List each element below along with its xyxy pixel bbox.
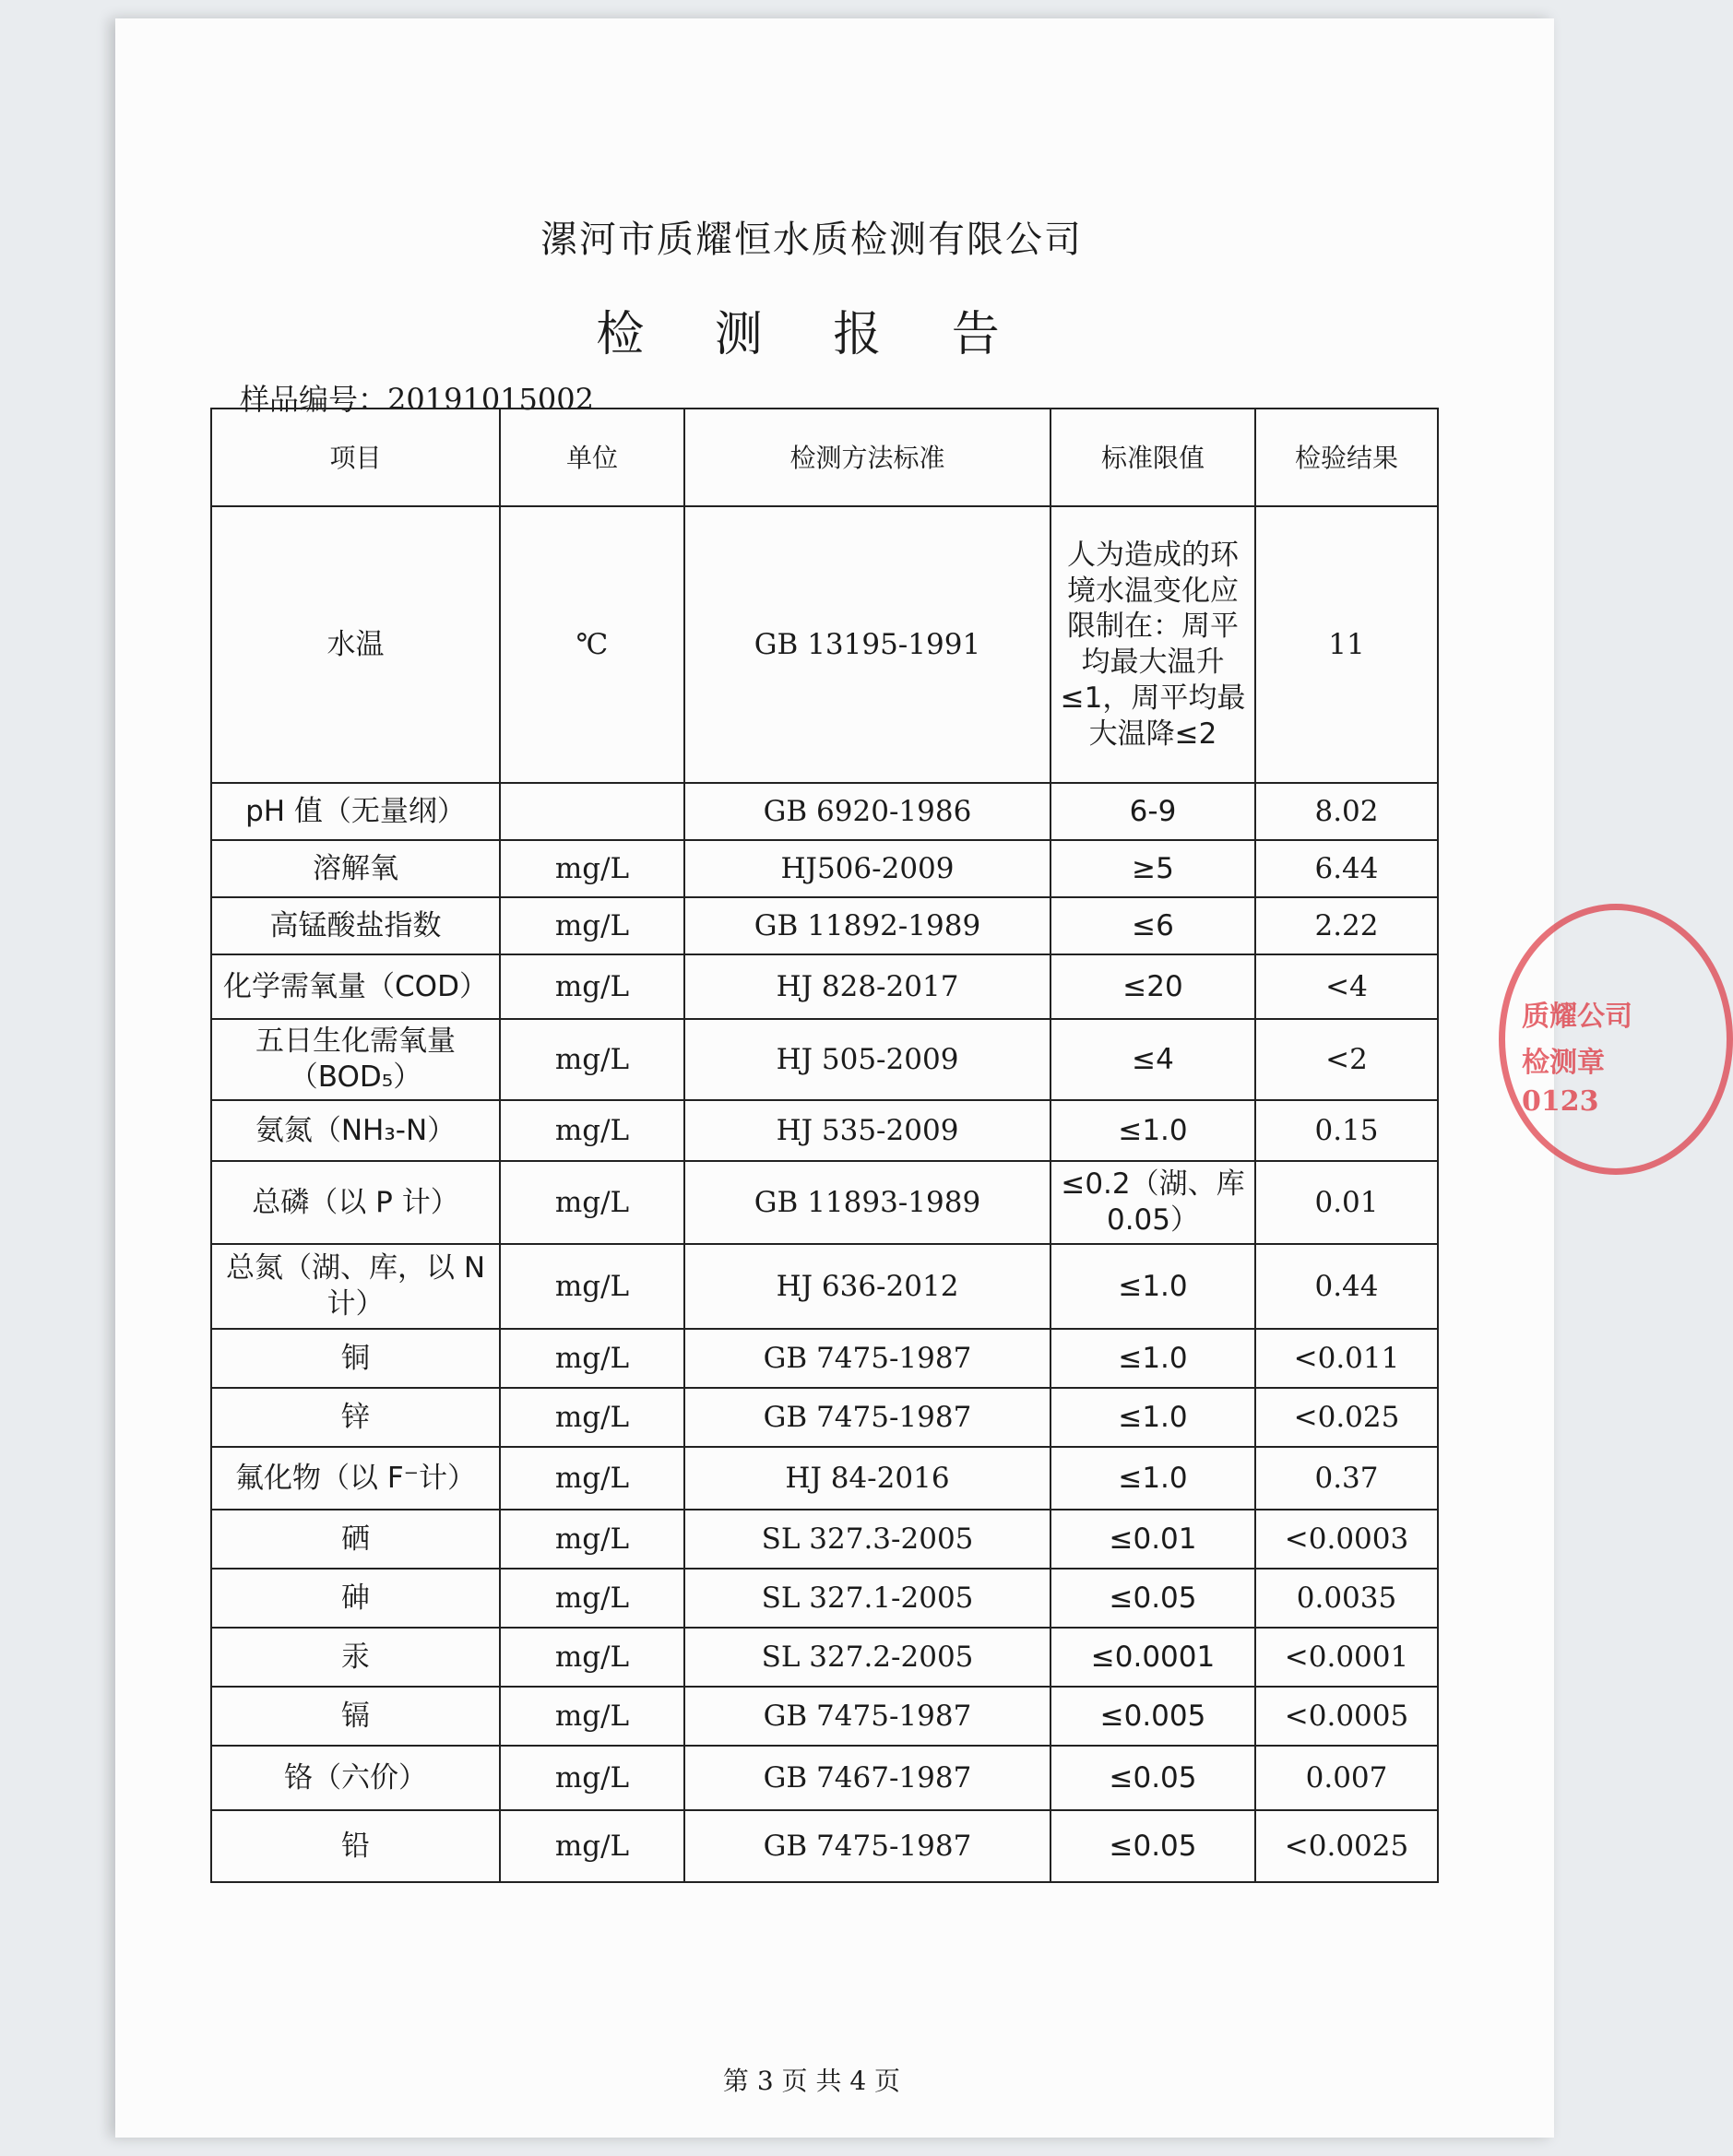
cell-item: 五日生化需氧量（BOD₅） — [211, 1019, 500, 1100]
cell-result: 6.44 — [1255, 840, 1438, 897]
cell-result: 0.37 — [1255, 1447, 1438, 1510]
cell-item: 砷 — [211, 1569, 500, 1628]
table-row — [211, 1161, 1438, 1244]
cell-limit: ≤1.0 — [1050, 1100, 1255, 1161]
report-title: 检 测 报 告 — [596, 307, 1027, 362]
cell-result: 0.007 — [1255, 1746, 1438, 1810]
cell-limit: 6-9 — [1050, 783, 1255, 840]
cell-method: HJ 535-2009 — [684, 1100, 1050, 1161]
cell-item: 铅 — [211, 1810, 500, 1882]
table-row — [211, 1687, 1438, 1746]
cell-method: GB 11893-1989 — [684, 1161, 1050, 1244]
table-row — [211, 506, 1438, 783]
cell-result: 0.0035 — [1255, 1569, 1438, 1628]
table-header-row — [211, 409, 1438, 506]
cell-result: <0.0001 — [1255, 1628, 1438, 1687]
cell-method: HJ 84-2016 — [684, 1447, 1050, 1510]
cell-item: 氟化物（以 F⁻计） — [211, 1447, 500, 1510]
cell-unit: mg/L — [500, 1244, 684, 1329]
cell-limit: ≤4 — [1050, 1019, 1255, 1100]
cell-limit: ≤1.0 — [1050, 1447, 1255, 1510]
cell-method: GB 7475-1987 — [684, 1810, 1050, 1882]
cell-unit: mg/L — [500, 1628, 684, 1687]
cell-limit: ≤1.0 — [1050, 1244, 1255, 1329]
cell-limit: ≤0.05 — [1050, 1746, 1255, 1810]
table-row — [211, 897, 1438, 954]
col-header-method: 检测方法标准 — [684, 409, 1050, 506]
table-row — [211, 840, 1438, 897]
cell-method: GB 7475-1987 — [684, 1388, 1050, 1447]
cell-method: SL 327.1-2005 — [684, 1569, 1050, 1628]
cell-method: GB 7475-1987 — [684, 1687, 1050, 1746]
cell-item: 水温 — [211, 506, 500, 783]
cell-item: 溶解氧 — [211, 840, 500, 897]
cell-method: GB 13195-1991 — [684, 506, 1050, 783]
table-row — [211, 1447, 1438, 1510]
cell-limit: ≤0.05 — [1050, 1569, 1255, 1628]
cell-item: 锌 — [211, 1388, 500, 1447]
cell-item: 氨氮（NH₃-N） — [211, 1100, 500, 1161]
cell-unit: mg/L — [500, 1810, 684, 1882]
cell-limit: ≤0.005 — [1050, 1687, 1255, 1746]
cell-result: <0.025 — [1255, 1388, 1438, 1447]
cell-unit: mg/L — [500, 1388, 684, 1447]
cell-item: 总氮（湖、库，以 N 计） — [211, 1244, 500, 1329]
col-header-unit: 单位 — [500, 409, 684, 506]
cell-item: 铬（六价） — [211, 1746, 500, 1810]
sample-number-value: 20191015002 — [387, 382, 594, 417]
table-row — [211, 1510, 1438, 1569]
company-name: 漯河市质耀恒水质检测有限公司 — [540, 219, 1083, 261]
cell-item: 硒 — [211, 1510, 500, 1569]
table-row — [211, 954, 1438, 1019]
col-header-limit: 标准限值 — [1050, 409, 1255, 506]
cell-result: <0.0025 — [1255, 1810, 1438, 1882]
cell-limit: ≤0.0001 — [1050, 1628, 1255, 1687]
cell-unit: ℃ — [500, 506, 684, 783]
cell-result: <4 — [1255, 954, 1438, 1019]
cell-result: 0.44 — [1255, 1244, 1438, 1329]
cell-unit: mg/L — [500, 954, 684, 1019]
cell-item: 镉 — [211, 1687, 500, 1746]
results-table-body — [211, 506, 1438, 1882]
cell-item: 汞 — [211, 1628, 500, 1687]
cell-unit: mg/L — [500, 1100, 684, 1161]
cell-method: GB 7475-1987 — [684, 1329, 1050, 1388]
cell-result: 0.01 — [1255, 1161, 1438, 1244]
table-row — [211, 1569, 1438, 1628]
cell-limit: ≤0.05 — [1050, 1810, 1255, 1882]
cell-result: <2 — [1255, 1019, 1438, 1100]
cell-result: 8.02 — [1255, 783, 1438, 840]
table-row — [211, 1628, 1438, 1687]
cell-method: GB 11892-1989 — [684, 897, 1050, 954]
cell-unit: mg/L — [500, 1510, 684, 1569]
cell-unit: mg/L — [500, 1161, 684, 1244]
cell-unit: mg/L — [500, 1569, 684, 1628]
col-header-result: 检验结果 — [1255, 409, 1438, 506]
cell-limit: ≤1.0 — [1050, 1388, 1255, 1447]
cell-result: <0.011 — [1255, 1329, 1438, 1388]
cell-method: HJ 636-2012 — [684, 1244, 1050, 1329]
results-table — [210, 408, 1439, 1883]
cell-item: 化学需氧量（COD） — [211, 954, 500, 1019]
cell-limit: ≤0.01 — [1050, 1510, 1255, 1569]
col-header-item: 项目 — [211, 409, 500, 506]
cell-unit: mg/L — [500, 1329, 684, 1388]
cell-method: HJ 505-2009 — [684, 1019, 1050, 1100]
report-page — [115, 18, 1632, 2138]
cell-unit: mg/L — [500, 1687, 684, 1746]
cell-item: 高锰酸盐指数 — [211, 897, 500, 954]
cell-item: 总磷（以 P 计） — [211, 1161, 500, 1244]
cell-limit: ≤1.0 — [1050, 1329, 1255, 1388]
cell-unit: mg/L — [500, 1019, 684, 1100]
cell-method: GB 6920-1986 — [684, 783, 1050, 840]
table-row — [211, 1019, 1438, 1100]
cell-limit: ≤6 — [1050, 897, 1255, 954]
cell-limit: ≥5 — [1050, 840, 1255, 897]
table-row — [211, 1810, 1438, 1882]
cell-limit: ≤0.2（湖、库 0.05） — [1050, 1161, 1255, 1244]
cell-result: 2.22 — [1255, 897, 1438, 954]
cell-result: <0.0003 — [1255, 1510, 1438, 1569]
table-row — [211, 783, 1438, 840]
table-row — [211, 1244, 1438, 1329]
table-row — [211, 1746, 1438, 1810]
cell-result: 11 — [1255, 506, 1438, 783]
cell-result: <0.0005 — [1255, 1687, 1438, 1746]
company-seal: 质耀公司 检测章 0123 — [1499, 904, 1733, 1175]
cell-unit: mg/L — [500, 840, 684, 897]
table-row — [211, 1329, 1438, 1388]
cell-unit: mg/L — [500, 897, 684, 954]
cell-method: SL 327.3-2005 — [684, 1510, 1050, 1569]
cell-item: 铜 — [211, 1329, 500, 1388]
cell-limit: ≤20 — [1050, 954, 1255, 1019]
cell-method: HJ 828-2017 — [684, 954, 1050, 1019]
page-number: 第 3 页 共 4 页 — [722, 2066, 901, 2096]
cell-method: HJ506-2009 — [684, 840, 1050, 897]
table-row — [211, 1388, 1438, 1447]
cell-unit — [500, 783, 684, 840]
cell-method: GB 7467-1987 — [684, 1746, 1050, 1810]
sample-number-label: 样品编号： — [240, 382, 388, 417]
cell-result: 0.15 — [1255, 1100, 1438, 1161]
cell-method: SL 327.2-2005 — [684, 1628, 1050, 1687]
cell-item: pH 值（无量纲） — [211, 783, 500, 840]
cell-unit: mg/L — [500, 1447, 684, 1510]
cell-limit: 人为造成的环境水温变化应限制在：周平均最大温升≤1，周平均最大温降≤2 — [1050, 506, 1255, 783]
cell-unit: mg/L — [500, 1746, 684, 1810]
table-row — [211, 1100, 1438, 1161]
